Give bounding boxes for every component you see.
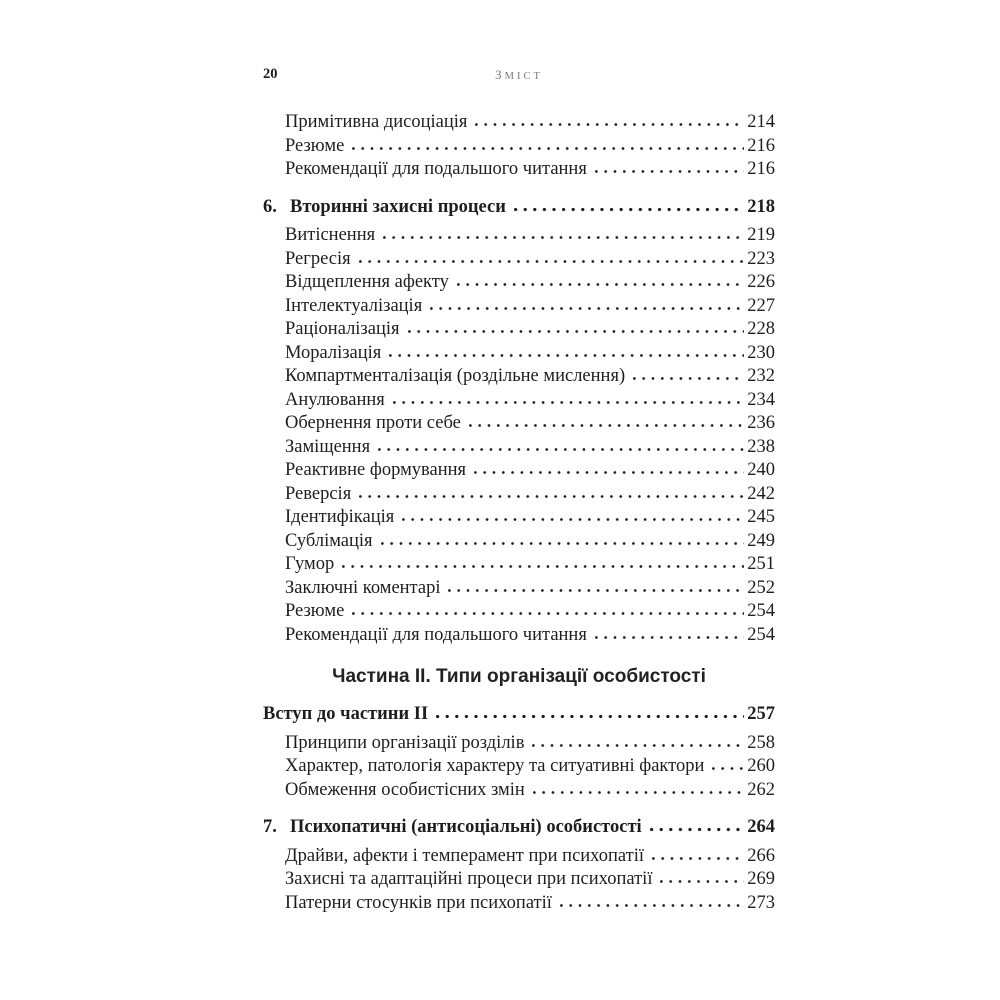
toc-entry-label: Витіснення <box>285 225 376 245</box>
toc-entry <box>263 483 775 507</box>
dot-leader <box>381 541 744 546</box>
toc-entry-page: 258 <box>747 732 775 753</box>
toc-entry-page: 218 <box>747 196 775 217</box>
toc-entry-page: 260 <box>747 756 775 776</box>
toc-entry <box>263 412 775 436</box>
toc-entry <box>263 224 775 248</box>
toc-entry-label: Раціоналізація <box>285 319 400 339</box>
toc-entry-page: 264 <box>747 817 775 837</box>
toc-entry-page: 262 <box>747 779 775 800</box>
toc-entry <box>263 158 775 182</box>
toc-entry-label: Обмеження особистісних змін <box>285 779 525 800</box>
dot-leader <box>514 207 744 212</box>
toc-entry-page: 214 <box>747 112 775 132</box>
toc-entry-label: Рекомендації для подальшого читання <box>285 624 587 645</box>
dot-leader <box>359 259 744 264</box>
toc-entry-page: 226 <box>747 272 775 292</box>
dot-leader <box>532 743 744 748</box>
dot-leader <box>352 146 744 151</box>
toc-entry <box>263 248 775 272</box>
toc-entry-label: Анулювання <box>285 389 385 410</box>
dot-leader <box>352 611 744 616</box>
toc-entry-page: 234 <box>747 389 775 410</box>
toc-entry-page: 232 <box>747 366 775 386</box>
toc-entry <box>263 624 775 648</box>
toc-entry-page: 257 <box>747 704 775 724</box>
dot-leader <box>652 856 744 861</box>
dot-leader <box>402 517 744 522</box>
dot-leader <box>650 827 744 832</box>
toc-entry-page: 254 <box>747 601 775 621</box>
dot-leader <box>474 470 744 475</box>
toc-entry-label: Захисні та адаптаційні процеси при психопатії <box>285 869 653 889</box>
toc-entry-page: 219 <box>747 225 775 245</box>
toc-entry-label: Сублімація <box>285 530 373 551</box>
dot-leader <box>595 635 744 640</box>
toc-entry-label: Драйви, афекти і темперамент при психопатії <box>285 845 644 866</box>
toc-entry-label: Регресія <box>285 248 351 269</box>
toc-entry-page: 227 <box>747 295 775 316</box>
toc-entry-label: Психопатичні (антисоціальні) особистості <box>290 817 642 837</box>
toc-entry-label: Принципи організації розділів <box>285 732 525 753</box>
toc-entry <box>263 892 775 916</box>
running-title: ЗМІСТ <box>495 67 543 82</box>
toc-entry-page: 230 <box>747 342 775 363</box>
dot-leader <box>469 423 744 428</box>
toc-entry <box>263 342 775 366</box>
toc-entry-label: Характер, патологія характеру та ситуативні фактори <box>285 756 705 776</box>
toc-entry <box>263 530 775 554</box>
dot-leader <box>533 790 744 795</box>
toc-entry <box>263 459 775 483</box>
toc-entry-page: 269 <box>747 869 775 889</box>
toc-entry-label: Реверсія <box>285 483 352 504</box>
toc-entry <box>263 506 775 530</box>
dot-leader <box>436 714 744 719</box>
dot-leader <box>660 879 744 884</box>
toc-entry-page: 252 <box>747 577 775 598</box>
toc-entry <box>263 318 775 342</box>
dot-leader <box>457 282 744 287</box>
toc-entry-page: 266 <box>747 845 775 866</box>
toc-entry-page: 242 <box>747 483 775 504</box>
toc-entry-page: 216 <box>747 159 775 179</box>
toc-entry <box>263 111 775 135</box>
dot-leader <box>595 169 744 174</box>
dot-leader <box>560 903 744 908</box>
dot-leader <box>393 400 744 405</box>
toc-entry-label: Компартменталізація (роздільне мислення) <box>285 366 626 386</box>
dot-leader <box>342 564 744 569</box>
dot-leader <box>430 306 744 311</box>
toc-entry-number: 7. <box>263 817 277 837</box>
toc-entry-label: Ідентифікація <box>285 507 395 527</box>
toc-entry-label: Реактивне формування <box>285 460 467 480</box>
toc-entry-page: 228 <box>747 319 775 339</box>
toc-entry <box>263 703 775 727</box>
toc-entry <box>263 295 775 319</box>
toc-entry-label: Вторинні захисні процеси <box>290 196 506 217</box>
toc-entry-label: Обернення проти себе <box>285 413 461 433</box>
toc-entry-label: Моралізація <box>285 342 382 363</box>
toc-entry-page: 223 <box>747 248 775 269</box>
toc-entry-page: 251 <box>747 554 775 574</box>
toc-entry <box>263 271 775 295</box>
toc-entry <box>263 553 775 577</box>
toc-entry <box>263 845 775 869</box>
toc-entry-page: 249 <box>747 530 775 551</box>
toc-entry-page: 273 <box>747 892 775 913</box>
toc-entry-label: Відщеплення афекту <box>285 272 449 292</box>
toc-entry <box>263 196 775 220</box>
dot-leader <box>378 447 744 452</box>
toc-entry <box>263 365 775 389</box>
dot-leader <box>359 494 744 499</box>
dot-leader <box>475 122 744 127</box>
toc-entry <box>263 868 775 892</box>
dot-leader <box>633 376 744 381</box>
dot-leader <box>383 235 744 240</box>
toc-entry-label: Патерни стосунків при психопатії <box>285 892 552 913</box>
toc-entry-page: 240 <box>747 460 775 480</box>
toc-entry-page: 254 <box>747 624 775 645</box>
toc-entry-label: Заключні коментарі <box>285 577 441 598</box>
dot-leader <box>448 588 744 593</box>
toc-list <box>263 111 775 915</box>
toc-entry-page: 238 <box>747 436 775 457</box>
toc-entry-label: Гумор <box>285 554 335 574</box>
part-heading: Частина ІІ. Типи організації особистості <box>332 666 706 687</box>
toc-entry-label: Вступ до частини ІІ <box>263 704 429 724</box>
toc-entry-page: 236 <box>747 413 775 433</box>
toc-entry-page: 216 <box>747 135 775 156</box>
folio-page-number: 20 <box>263 66 278 82</box>
toc-entry <box>263 779 775 803</box>
toc-entry-label: Резюме <box>285 601 345 621</box>
toc-entry <box>263 816 775 840</box>
toc-entry <box>263 732 775 756</box>
running-header <box>263 66 775 83</box>
toc-entry <box>263 577 775 601</box>
toc-entry <box>263 389 775 413</box>
toc-entry <box>263 755 775 779</box>
toc-entry-label: Заміщення <box>285 436 371 457</box>
toc-entry-page: 245 <box>747 507 775 527</box>
dot-leader <box>389 353 744 358</box>
page-content <box>263 66 775 915</box>
toc-entry <box>263 436 775 460</box>
toc-entry-number: 6. <box>263 196 277 217</box>
toc-entry <box>263 135 775 159</box>
dot-leader <box>712 766 744 771</box>
toc-entry <box>263 600 775 624</box>
toc-entry-label: Резюме <box>285 135 345 156</box>
toc-entry-label: Примітивна дисоціація <box>285 112 468 132</box>
toc-entry-label: Інтелектуалізація <box>285 295 423 316</box>
toc-entry-label: Рекомендації для подальшого читання <box>285 159 587 179</box>
dot-leader <box>408 329 744 334</box>
